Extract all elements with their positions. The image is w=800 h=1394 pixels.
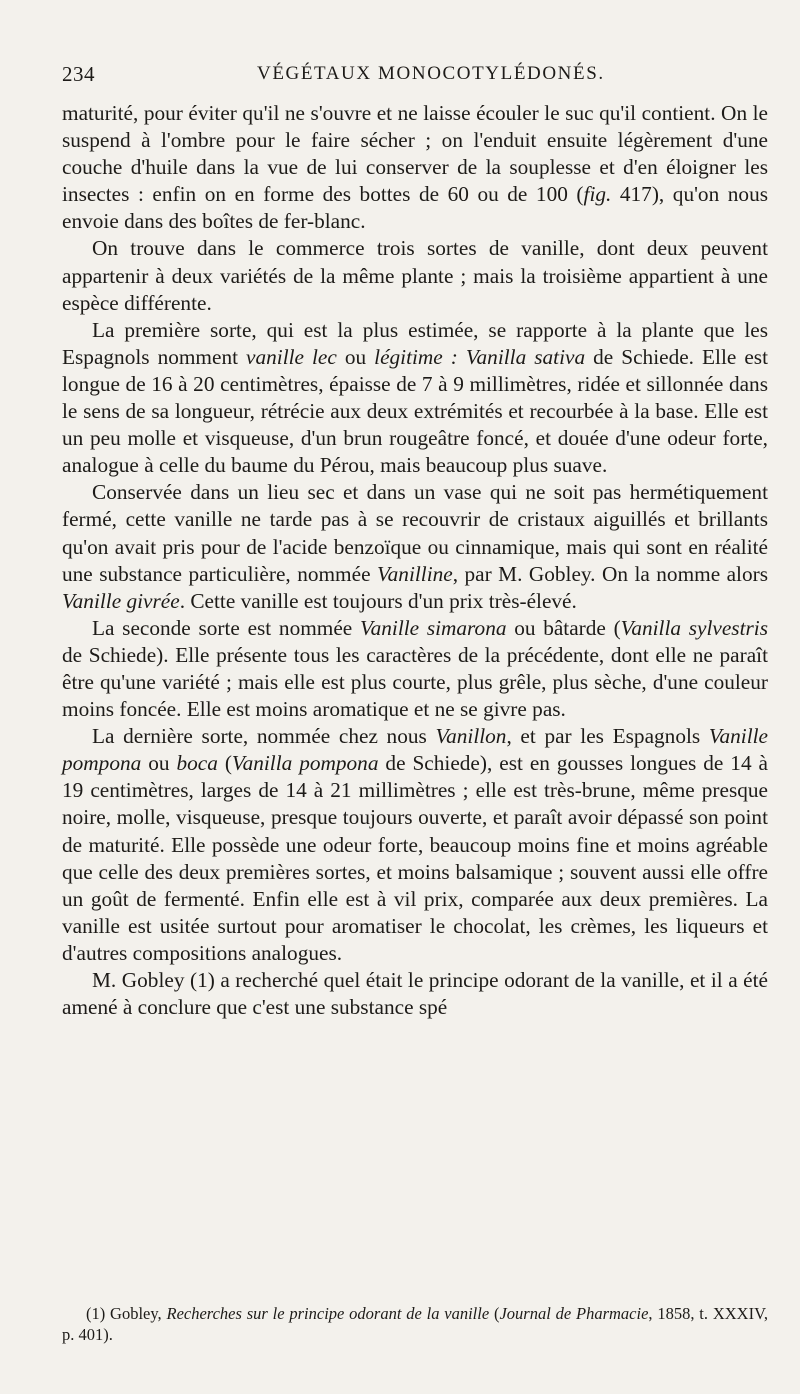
running-head: VÉGÉTAUX MONOCOTYLÉDONÉS. bbox=[257, 63, 605, 84]
paragraph-1: maturité, pour éviter qu'il ne s'ouvre et ne laisse écouler le suc qu'il contient. On le suspend à l'ombre pour le faire sécher ; on l'enduit ensuite légèrement d'une couche d'huile dans la vue de lui conserver de la souplesse et d'en éloigner les insectes : enfin on en forme des bottes de 60 ou de 100 (fig. 417), qu'on nous envoie dans des boîtes de fer-blanc. bbox=[62, 101, 769, 234]
body-text bbox=[62, 100, 768, 1021]
paragraph-6: La dernière sorte, nommée chez nous Vanillon, et par les Espagnols Vanille pompona ou boca (Vanilla pompona de Schiede), est en gousses longues de 14 à 19 centimètres, larges de 14 à 21 millimètres ; elle est très-brune, même presque noire, molle, visqueuse, presque toujours ouverte, et paraît avoir dépassé son point de maturité. Elle possède une odeur forte, beaucoup moins fine et moins agréable que celle des deux premières sortes, et moins balsamique ; souvent aussi elle offre un goût de fermenté. Enfin elle est à vil prix, comparée aux deux premières. La vanille est usitée surtout pour aromatiser le chocolat, les crèmes, les liqueurs et d'autres compositions analogues. bbox=[62, 724, 768, 965]
paragraph-2: On trouve dans le commerce trois sortes de vanille, dont deux peuvent appartenir à deux variétés de la même plante ; mais la troisième appartient à une espèce différente. bbox=[62, 236, 768, 315]
paragraph-3: La première sorte, qui est la plus estimée, se rapporte à la plante que les Espagnols nomment vanille lec ou légitime : Vanilla sativa de Schiede. Elle est longue de 16 à 20 centimètres, épaisse de 7 à 9 millimètres, ridée et sillonnée dans le sens de sa longueur, rétrécie aux deux extrémités et recourbée à la base. Elle est un peu molle et visqueuse, d'un brun rougeâtre foncé, et douée d'une odeur forte, analogue à celle du baume du Pérou, mais beaucoup plus suave. bbox=[62, 317, 768, 478]
footnote: (1) Gobley, Recherches sur le principe odorant de la vanille (Journal de Pharmacie, 1858, t. XXXIV, p. 401). bbox=[62, 1304, 768, 1344]
paragraph-5: La seconde sorte est nommée Vanille simarona ou bâtarde (Vanilla sylvestris de Schiede). Elle présente tous les caractères de la précédente, dont elle ne paraît être qu'une variété ; mais elle est plus courte, plus grêle, plus sèche, d'une couleur moins foncée. Elle est moins aromatique et ne se givre pas. bbox=[62, 615, 768, 722]
page-number: 234 bbox=[62, 62, 95, 86]
paragraph-4: Conservée dans un lieu sec et dans un vase qui ne soit pas hermétiquement fermé, cette vanille ne tarde pas à se recouvrir de cristaux aiguillés et brillants qu'on avait pris pour de l'acide benzoïque ou cinnamique, mais qui sont en réalité une substance particulière, nommée Vanilline, par M. Gobley. On la nomme alors Vanille givrée. Cette vanille est toujours d'un prix très-élevé. bbox=[62, 480, 769, 613]
paragraph-7: M. Gobley (1) a recherché quel était le principe odorant de la vanille, et il a été amené à conclure que c'est une substance spé bbox=[62, 968, 768, 1020]
page-header bbox=[62, 62, 762, 90]
